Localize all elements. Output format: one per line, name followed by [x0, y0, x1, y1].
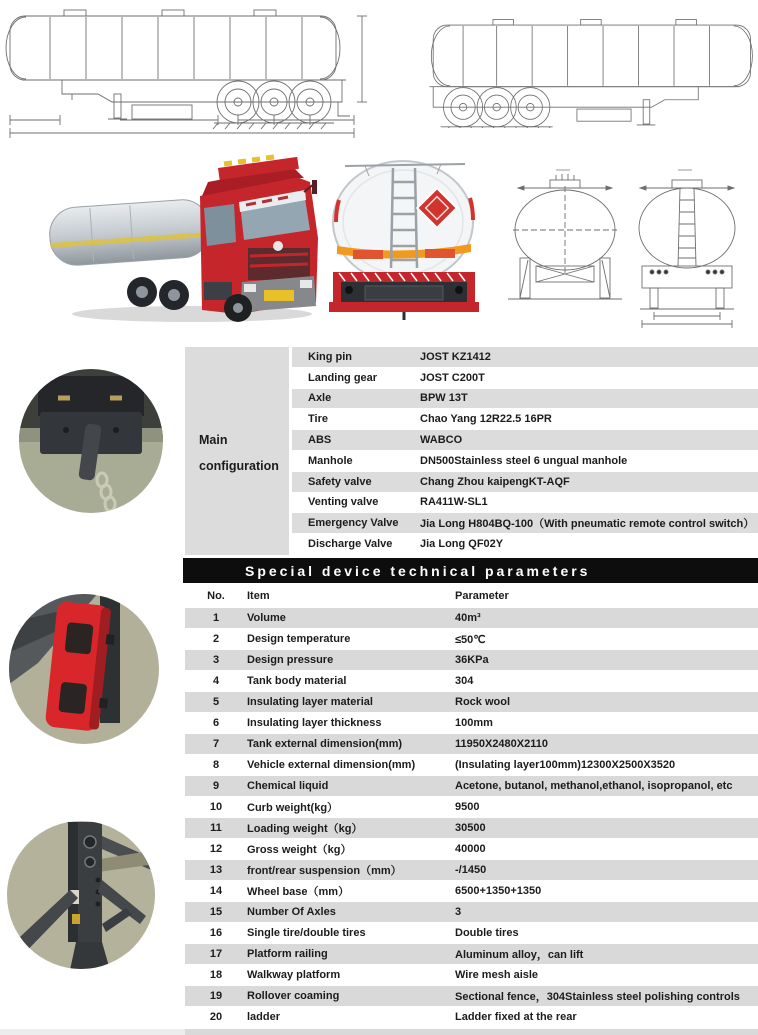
row-no: 11 — [210, 822, 222, 834]
row-parameter: Acetone, butanol, methanol,ethanol, isopropanol, etc — [455, 780, 733, 792]
row-item: Single tire/double tires — [247, 927, 366, 939]
tank-end — [333, 161, 473, 283]
row-parameter: Wire mesh aisle — [455, 969, 539, 981]
row-item: front/rear suspension（mm） — [247, 865, 402, 877]
table-row — [185, 986, 758, 1006]
rear-chassis — [329, 272, 479, 320]
row-item: Vehicle external dimension(mm) — [247, 759, 416, 771]
row-parameter: 40000 — [455, 843, 486, 855]
row-parameter: 100mm — [455, 717, 493, 729]
row-item: Walkway platform — [247, 969, 341, 981]
row-item: Volume — [247, 612, 286, 624]
main-configuration-header-cell — [185, 347, 289, 555]
table-row — [185, 1007, 758, 1027]
row-item: Tank body material — [247, 675, 347, 687]
row-no: 1 — [212, 612, 220, 624]
row-no: 10 — [209, 801, 223, 813]
config-value: Chang Zhou kaipengKT-AQF — [420, 475, 570, 488]
table-row — [185, 839, 758, 859]
table-row — [185, 944, 758, 964]
tanker-side-drawing-left — [2, 2, 377, 140]
config-label: King pin — [308, 350, 352, 363]
config-label: Manhole — [308, 454, 353, 467]
config-label: Safety valve — [308, 475, 372, 488]
brand-logo — [273, 241, 283, 251]
row-item: ladder — [247, 1011, 281, 1023]
row-no: 20 — [209, 1011, 223, 1023]
extinguisher-box-photo — [8, 593, 160, 745]
row-parameter: (Insulating layer100mm)12300X2500X3520 — [455, 759, 676, 771]
main-configuration-table — [185, 347, 758, 555]
row-item: Design pressure — [247, 654, 334, 666]
row-parameter: ≤50℃ — [455, 633, 486, 646]
table-row — [185, 755, 758, 775]
config-label: Landing gear — [308, 371, 378, 384]
config-value: Chao Yang 12R22.5 16PR — [420, 413, 552, 426]
config-label: ABS — [308, 434, 332, 447]
table-row — [292, 409, 758, 429]
bottom-strip — [185, 1029, 758, 1035]
row-item: Wheel base（mm） — [247, 886, 350, 898]
table-row — [185, 776, 758, 796]
column-header-item: Item — [247, 590, 270, 602]
row-no: 7 — [212, 738, 220, 750]
row-no: 6 — [212, 717, 220, 729]
config-value: WABCO — [420, 434, 463, 447]
row-no: 8 — [212, 759, 220, 771]
tank-elevation-drawings — [500, 158, 758, 328]
row-item: Platform railing — [247, 948, 328, 960]
tanker-barrel — [48, 198, 212, 267]
row-parameter: 40m³ — [455, 612, 481, 624]
truck-cab — [200, 157, 318, 314]
table-row — [185, 692, 758, 712]
config-value: Jia Long QF02Y — [420, 538, 504, 551]
red-truck-photo — [42, 142, 322, 324]
row-no: 14 — [209, 885, 223, 897]
row-no: 18 — [209, 969, 223, 981]
table-row — [185, 608, 758, 628]
table-row — [292, 513, 758, 533]
main-config-title-line1: Main — [199, 433, 228, 447]
row-parameter: Sectional fence，304Stainless steel polishing controls — [455, 991, 740, 1003]
row-parameter: Rock wool — [455, 696, 511, 708]
row-no: 17 — [209, 948, 223, 960]
row-no: 19 — [209, 990, 223, 1002]
table-row — [292, 493, 758, 513]
table-row — [185, 629, 758, 649]
row-parameter: 30500 — [455, 822, 486, 834]
config-value: BPW 13T — [420, 392, 468, 405]
table-row — [185, 860, 758, 880]
row-item: Rollover coaming — [247, 990, 340, 1002]
column-header-no: No. — [207, 590, 225, 602]
table-row — [185, 734, 758, 754]
row-item: Insulating layer thickness — [247, 717, 382, 729]
main-config-title-line2: configuration — [199, 459, 279, 473]
config-label: Venting valve — [308, 496, 379, 509]
table-row — [292, 368, 758, 388]
table-row — [185, 818, 758, 838]
table-row — [185, 923, 758, 943]
landing-gear-photo — [6, 820, 156, 970]
config-label: Tire — [308, 413, 328, 426]
row-item: Insulating layer material — [247, 696, 373, 708]
table-row — [292, 451, 758, 471]
bottom-strip-left — [0, 1029, 185, 1035]
table-row — [292, 534, 758, 554]
row-parameter: 11950X2480X2110 — [455, 738, 548, 750]
row-parameter: 36KPa — [455, 654, 489, 666]
row-no: 3 — [212, 654, 220, 666]
column-header-parameter: Parameter — [455, 590, 509, 602]
table-row — [185, 965, 758, 985]
row-parameter: 3 — [455, 906, 462, 918]
row-item: Gross weight（kg） — [247, 844, 352, 856]
row-no: 2 — [212, 633, 220, 645]
row-parameter: 6500+1350+1350 — [455, 885, 542, 897]
table-row — [185, 671, 758, 691]
row-no: 12 — [209, 843, 223, 855]
row-item: Number Of Axles — [247, 906, 336, 918]
config-label: Emergency Valve — [308, 517, 399, 530]
table-row — [292, 472, 758, 492]
row-item: Loading weight（kg） — [247, 823, 363, 835]
row-item: Design temperature — [247, 633, 351, 645]
table-row — [185, 797, 758, 817]
config-label: Discharge Valve — [308, 538, 393, 551]
table-row — [185, 713, 758, 733]
row-no: 4 — [212, 675, 220, 687]
tanker-side-drawing-right — [408, 8, 758, 128]
row-parameter: Aluminum alloy，can lift — [455, 949, 584, 961]
main-configuration-rows — [292, 347, 758, 555]
special-table-header-row — [185, 585, 758, 607]
row-parameter: -/1450 — [455, 864, 487, 876]
row-item: Chemical liquid — [247, 780, 329, 792]
row-parameter: 304 — [455, 675, 474, 687]
table-row — [292, 347, 758, 367]
row-parameter: 9500 — [455, 801, 480, 813]
tanker-rear-photo — [325, 150, 490, 322]
row-no: 5 — [212, 696, 220, 708]
row-parameter: Ladder fixed at the rear — [455, 1011, 577, 1023]
reflector — [425, 249, 455, 258]
table-row — [185, 902, 758, 922]
king-pin-photo — [18, 368, 164, 514]
row-item: Tank external dimension(mm) — [247, 738, 403, 750]
table-row — [185, 650, 758, 670]
special-parameters-header-bar — [183, 558, 758, 583]
config-label: Axle — [308, 392, 332, 405]
config-value: JOST KZ1412 — [420, 350, 491, 363]
row-item: Curb weight(kg） — [247, 802, 339, 814]
config-value: JOST C200T — [420, 371, 485, 384]
config-value: RA411W-SL1 — [420, 496, 488, 509]
table-row — [185, 881, 758, 901]
row-parameter: Double tires — [455, 927, 519, 939]
reflector — [353, 250, 383, 259]
row-no: 9 — [212, 780, 220, 792]
row-no: 16 — [209, 927, 223, 939]
license-plate — [264, 290, 294, 301]
table-row — [292, 430, 758, 450]
config-value: Jia Long H804BQ-100（With pneumatic remote control switch） — [420, 518, 755, 531]
special-parameters-table — [185, 608, 758, 1028]
special-parameters-title: Special device technical parameters — [245, 562, 591, 579]
row-no: 13 — [209, 864, 223, 876]
row-no: 15 — [209, 906, 223, 918]
config-value: DN500Stainless steel 6 ungual manhole — [420, 454, 628, 467]
table-row — [292, 389, 758, 409]
